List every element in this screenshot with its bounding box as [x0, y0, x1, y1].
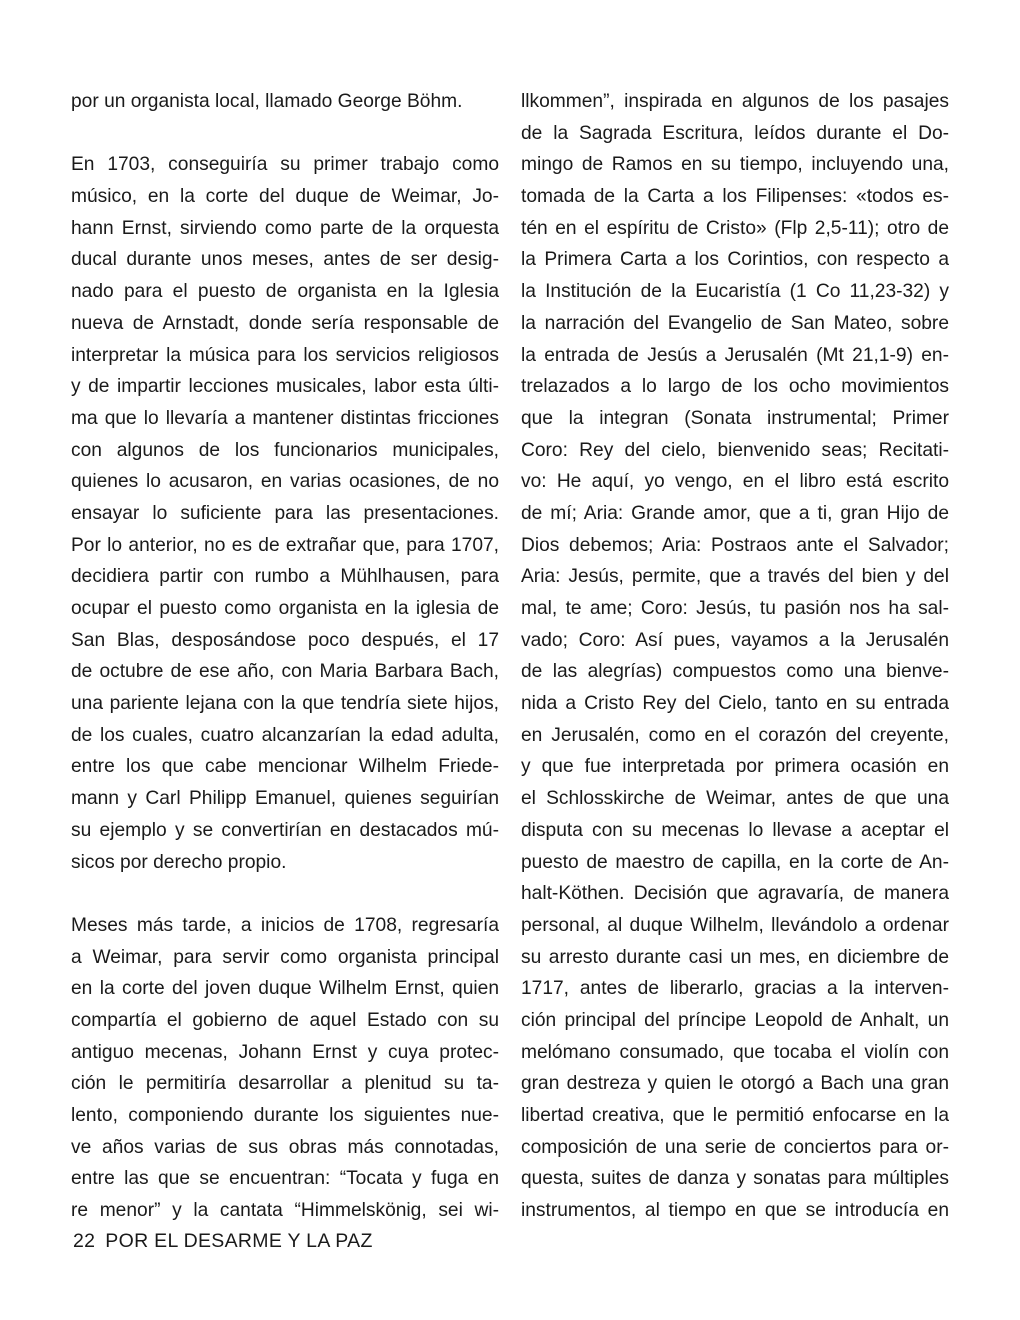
text-line: antiguo mecenas, Johann Ernst y cuya protec- [71, 1041, 499, 1063]
text-line: vo: He aquí, yo vengo, en el libro está escrito [521, 471, 949, 493]
text-line: ocupar el puesto como organista en la iglesia de [71, 598, 499, 619]
text-line: tén en el espíritu de Cristo» (Flp 2,5-11); otro de [521, 217, 949, 239]
text-line: ción principal del príncipe Leopold de Anhalt, un [521, 1009, 949, 1031]
text-line: compartía el gobierno de aquel Estado con su [71, 1009, 499, 1031]
text-line: composición de una serie de conciertos para or- [521, 1136, 949, 1158]
paragraph-gap [71, 118, 499, 150]
text-line: interpretar la música para los servicios religiosos [71, 344, 499, 366]
text-line: en la corte del joven duque Wilhelm Ernst, quien [71, 978, 499, 1000]
text-line: de mí; Aria: Grande amor, que a ti, gran Hijo de [521, 502, 949, 524]
text-line: re menor” y la cantata “Himmelskönig, sei wi- [71, 1200, 499, 1222]
page-number: 22 [73, 1230, 96, 1252]
left-text-column [71, 86, 499, 1227]
text-line: y de impartir lecciones musicales, labor esta últi- [71, 376, 499, 398]
text-line: por un organista local, llamado George Böhm. [71, 91, 463, 112]
page-footer [73, 1225, 373, 1257]
text-line: entre las que se encuentran: “Tocata y fuga en [71, 1168, 499, 1190]
text-line: instrumentos, al tiempo en que se introducía en [521, 1200, 949, 1222]
text-line: la narración del Evangelio de San Mateo, sobre [521, 312, 949, 334]
text-line: nida a Cristo Rey del Cielo, tanto en su entrada [521, 693, 949, 715]
publication-title: POR EL DESARME Y LA PAZ [105, 1230, 373, 1252]
text-line: tomada de la Carta a los Filipenses: «todos es- [521, 186, 949, 208]
text-line: el Schlosskirche de Weimar, antes de que una [521, 788, 949, 810]
text-line: que la integran (Sonata instrumental; Primer [521, 407, 949, 429]
text-line: una pariente lejana con la que tendría siete hijos, [71, 693, 499, 715]
text-line: ma que lo llevaría a mantener distintas fricciones [71, 407, 499, 429]
text-line: nado para el puesto de organista en la Iglesia [71, 281, 499, 303]
text-line: lento, componiendo durante los siguientes nue- [71, 1105, 499, 1126]
text-line: su arresto durante casi un mes, en diciembre de [521, 946, 949, 968]
text-line: en Jerusalén, como en el corazón del creyente, [521, 724, 949, 746]
text-line: disputa con su mecenas lo llevase a aceptar el [521, 819, 949, 841]
text-line: melómano consumado, que tocaba el violín con [521, 1041, 949, 1063]
text-line: de octubre de ese año, con Maria Barbara Bach, [71, 661, 499, 683]
text-line: entre los que cabe mencionar Wilhelm Friede- [71, 756, 499, 778]
text-line: Meses más tarde, a inicios de 1708, regresaría [71, 914, 499, 936]
text-line: su ejemplo y se convertirían en destacados mú- [71, 819, 499, 841]
text-line: músico, en la corte del duque de Weimar, Jo- [71, 186, 499, 208]
text-line: ducal durante unos meses, antes de ser desig- [71, 249, 499, 271]
text-line: En 1703, conseguiría su primer trabajo como [71, 154, 499, 176]
text-line: halt-Köthen. Decisión que agravaría, de manera [521, 883, 949, 905]
text-line: Aria: Jesús, permite, que a través del bien y del [521, 566, 949, 588]
text-line: Dios debemos; Aria: Postraos ante el Salvador; [521, 534, 949, 556]
text-line: llkommen”, inspirada en algunos de los pasajes [521, 91, 949, 112]
text-line: sicos por derecho propio. [71, 851, 287, 873]
text-line: ve años varias de sus obras más connotadas, [71, 1136, 499, 1158]
text-line: questa, suites de danza y sonatas para múltiples [521, 1168, 949, 1190]
text-line: personal, al duque Wilhelm, llevándolo a ordenar [521, 914, 949, 936]
paragraph-gap [71, 878, 499, 910]
right-text-column [521, 86, 949, 1227]
text-line: 1717, antes de liberarlo, gracias a la interven- [521, 978, 949, 1000]
text-line: la Institución de la Eucaristía (1 Co 11,23-32) y [521, 281, 949, 303]
text-line: San Blas, desposándose poco después, el 17 [71, 629, 499, 651]
text-line: Coro: Rey del cielo, bienvenido seas; Recitati- [521, 439, 949, 461]
text-line: libertad creativa, que le permitió enfocarse en la [521, 1105, 949, 1126]
text-line: nueva de Arnstadt, donde sería responsable de [71, 312, 499, 334]
text-line: mal, te ame; Coro: Jesús, tu pasión nos ha sal- [521, 598, 949, 619]
text-line: Por lo anterior, no es de extrañar que, para 1707, [71, 534, 499, 556]
text-line: de las alegrías) compuestos como una bienve- [521, 661, 949, 683]
text-line: de la Sagrada Escritura, leídos durante el Do- [521, 122, 949, 144]
text-line: la entrada de Jesús a Jerusalén (Mt 21,1-9) en- [521, 344, 949, 366]
text-line: a Weimar, para servir como organista principal [71, 946, 499, 968]
text-line: quienes lo acusaron, en varias ocasiones, de no [71, 471, 499, 493]
text-line: puesto de maestro de capilla, en la corte de An- [521, 851, 949, 873]
text-line: de los cuales, cuatro alcanzarían la edad adulta, [71, 724, 499, 746]
text-line: ción le permitiría desarrollar a plenitud su ta- [71, 1073, 499, 1095]
text-line: mingo de Ramos en su tiempo, incluyendo una, [521, 154, 949, 176]
text-line: trelazados a lo largo de los ocho movimientos [521, 376, 949, 398]
text-line: con algunos de los funcionarios municipales, [71, 439, 499, 461]
text-line: la Primera Carta a los Corintios, con respecto a [521, 249, 949, 271]
text-line: hann Ernst, sirviendo como parte de la orquesta [71, 217, 499, 239]
text-line: y que fue interpretada por primera ocasión en [521, 756, 949, 778]
text-line: vado; Coro: Así pues, vayamos a la Jerusalén [521, 629, 949, 651]
text-line: ensayar lo suficiente para las presentaciones. [71, 502, 499, 524]
text-line: gran destreza y quien le otorgó a Bach una gran [521, 1073, 949, 1095]
text-line: mann y Carl Philipp Emanuel, quienes seguirían [71, 788, 499, 810]
text-line: decidiera partir con rumbo a Mühlhausen, para [71, 566, 499, 588]
